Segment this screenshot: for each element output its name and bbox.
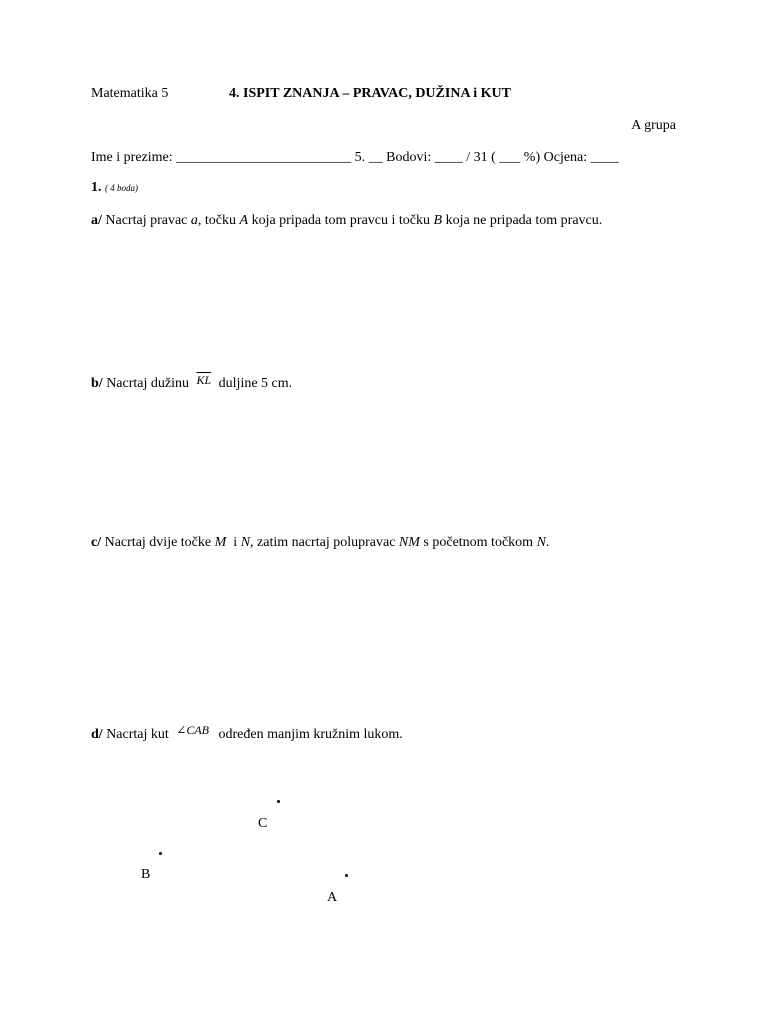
task-a-text-2: , točku: [197, 213, 240, 228]
task-c-var-N: N: [240, 535, 251, 550]
group-label: A grupa: [631, 118, 676, 133]
task-d-text-2: određen manjim kružnim lukom.: [215, 727, 403, 742]
task-b-text-1: Nacrtaj dužinu: [102, 376, 193, 391]
task-c-var-NM: NM: [398, 535, 420, 550]
task-a: [91, 214, 602, 228]
task-a-var-A: A: [239, 213, 249, 228]
task-c-label: c/: [91, 535, 102, 550]
task-d: [91, 723, 403, 742]
task-c: [91, 536, 549, 550]
task-header: [91, 181, 138, 195]
task-c-text-1: Nacrtaj dvije točke: [101, 535, 215, 550]
subject: Matematika 5: [91, 86, 169, 101]
task-a-text-1: Nacrtaj pravac: [101, 213, 191, 228]
task-d-label: d/: [91, 727, 103, 742]
point-c-label: C: [258, 816, 268, 831]
task-c-var-N2: N: [536, 535, 546, 550]
task-c-var-M: M: [214, 535, 227, 550]
task-d-text-1: Nacrtaj kut: [102, 727, 173, 742]
task-a-var-a: a: [190, 213, 198, 228]
task-a-var-B: B: [433, 213, 443, 228]
task-c-text-3: , zatim nacrtaj polupravac: [250, 535, 399, 550]
point-a-dot: [345, 874, 348, 877]
point-b-label: B: [141, 867, 151, 882]
point-c-dot: [277, 800, 280, 803]
task-a-text-3: koja pripada tom pravcu i točku: [248, 213, 434, 228]
task-b-text-2: duljine 5 cm.: [215, 376, 293, 391]
point-a-label: A: [327, 890, 338, 905]
segment-KL: $\overline{KL}$: [196, 373, 212, 387]
task-c-text-2: i: [226, 535, 241, 550]
point-b-dot: [159, 852, 162, 855]
task-b-label: b/: [91, 376, 103, 391]
student-info-line: Ime i prezime: _________________________ 5. __ Bodovi: ____ / 31 ( ___ %) Ocjena: ____: [91, 150, 619, 165]
task-a-text-4: koja ne pripada tom pravcu.: [442, 213, 603, 228]
task-c-text-4: s početnom točkom: [419, 535, 537, 550]
exam-title: 4. ISPIT ZNANJA – PRAVAC, DUŽINA i KUT: [229, 86, 512, 101]
task-c-text-5: .: [545, 535, 550, 550]
task-a-label: a/: [91, 213, 102, 228]
task-number: 1.: [91, 180, 102, 195]
task-points: ( 4 boda): [105, 183, 138, 193]
task-b: [91, 373, 293, 391]
angle-CAB: ∠CAB: [176, 723, 209, 737]
